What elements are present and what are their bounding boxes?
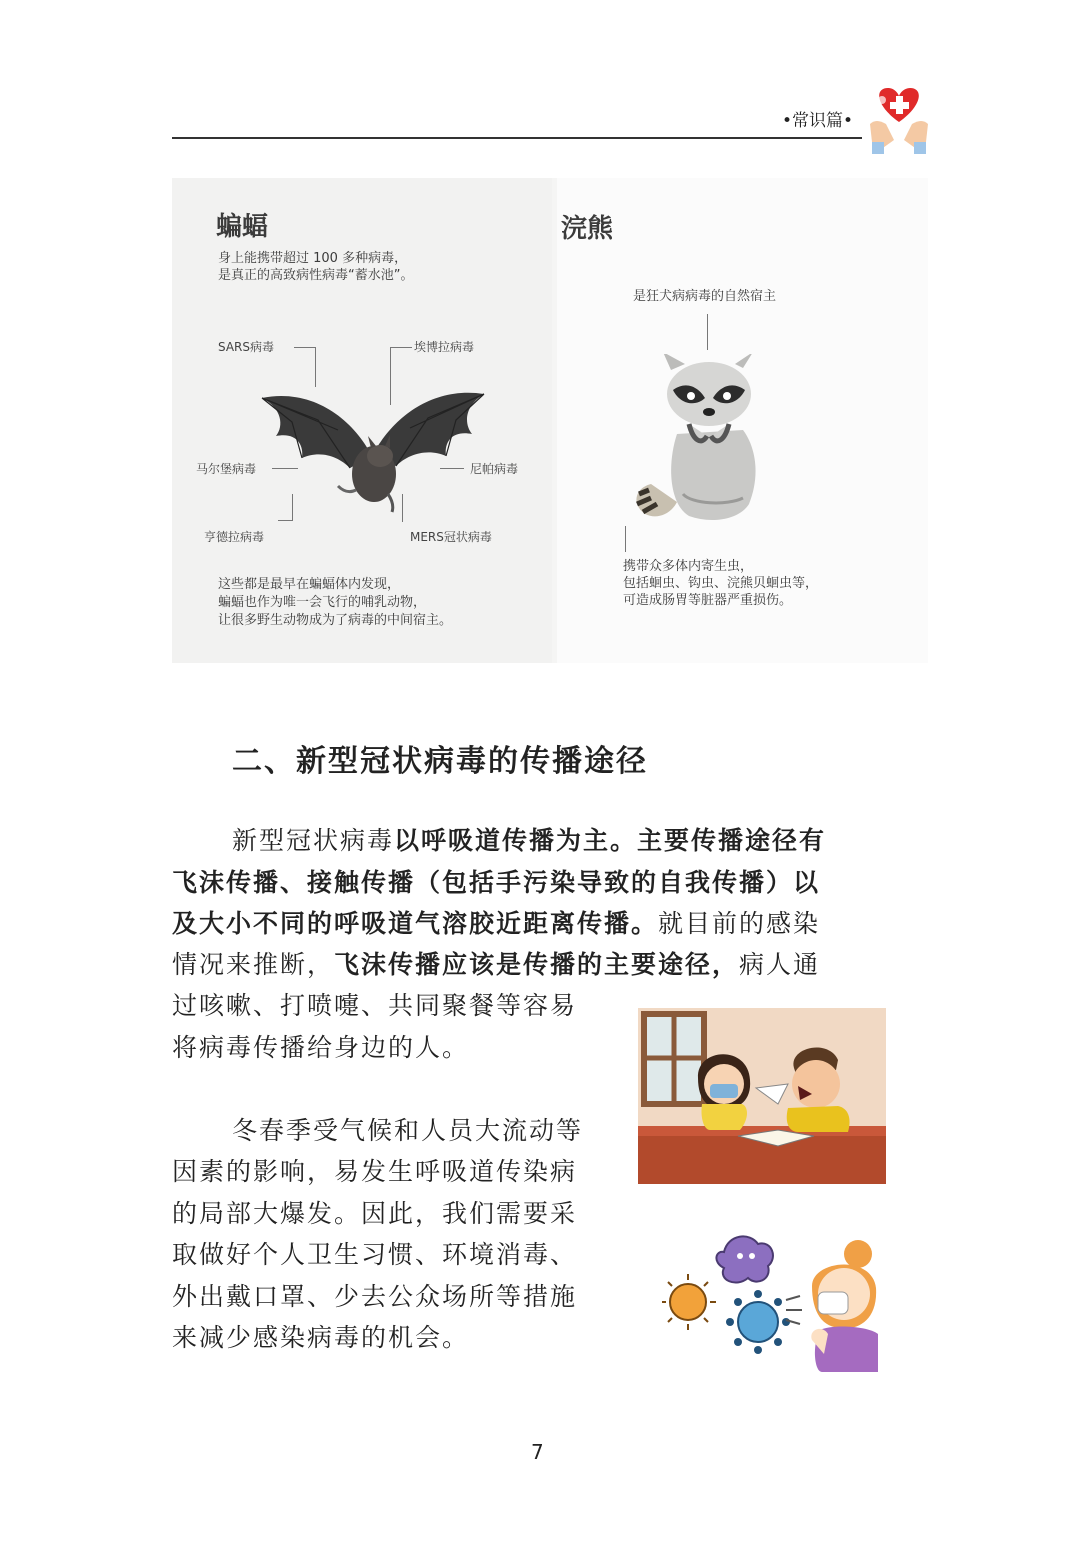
para2-line2: 因素的影响，易发生呼吸道传染病 bbox=[172, 1157, 578, 1186]
raccoon-foot-line1: 携带众多体内寄生虫， bbox=[623, 559, 754, 574]
para1-line4: 情况来推断，飞沫传播应该是传播的主要途径，病人通 bbox=[172, 950, 821, 979]
bat-foot-line3: 让很多野生动物成为了病毒的中间宿主。 bbox=[218, 613, 453, 628]
bat-desc-line2: 是真正的高致病性病毒“蓄水池”。 bbox=[218, 268, 414, 283]
para2-line6: 来减少感染病毒的机会。 bbox=[172, 1323, 470, 1352]
label-ebola: 埃博拉病毒 bbox=[414, 340, 475, 354]
virus-mask-illustration bbox=[662, 1230, 882, 1372]
bat-foot-line2: 蝙蝠也作为唯一会飞行的哺乳动物， bbox=[218, 595, 427, 610]
para1-line5: 过咳嗽、打喷嚏、共同聚餐等容易 bbox=[172, 991, 578, 1020]
para2-line1: 冬春季受气候和人员大流动等 bbox=[232, 1116, 584, 1145]
header-rule bbox=[172, 137, 862, 139]
bat-title: 蝙蝠 bbox=[216, 212, 269, 242]
label-mers: MERS冠状病毒 bbox=[410, 530, 492, 544]
label-nipah: 尼帕病毒 bbox=[470, 462, 519, 476]
raccoon-illustration bbox=[631, 354, 781, 526]
section-tag: •常识篇• bbox=[782, 111, 854, 131]
para1-line2: 飞沫传播、接触传播（包括手污染导致的自我传播）以 bbox=[172, 868, 821, 897]
bat-desc-line1: 身上能携带超过 100 多种病毒， bbox=[218, 251, 408, 266]
heart-hands-logo-icon bbox=[866, 84, 932, 154]
page-number: 7 bbox=[531, 1440, 544, 1464]
section-heading: 二、新型冠状病毒的传播途径 bbox=[232, 744, 648, 779]
raccoon-top-note: 是狂犬病病毒的自然宿主 bbox=[633, 289, 777, 304]
para2-line5: 外出戴口罩、少去公众场所等措施 bbox=[172, 1282, 578, 1311]
bat-illustration bbox=[252, 378, 492, 518]
para2-line4: 取做好个人卫生习惯、环境消毒、 bbox=[172, 1240, 578, 1269]
label-sars: SARS病毒 bbox=[218, 340, 275, 354]
raccoon-title: 浣熊 bbox=[561, 214, 614, 244]
raccoon-panel bbox=[557, 178, 928, 663]
label-marburg: 马尔堡病毒 bbox=[196, 462, 257, 476]
para1-line3: 及大小不同的呼吸道气溶胶近距离传播。就目前的感染 bbox=[172, 909, 821, 938]
bat-panel bbox=[172, 178, 552, 663]
raccoon-foot-line2: 包括蛔虫、钩虫、浣熊贝蛔虫等， bbox=[623, 576, 819, 591]
raccoon-foot-line3: 可造成肠胃等脏器严重损伤。 bbox=[623, 593, 793, 608]
para2-line3: 的局部大爆发。因此，我们需要采 bbox=[172, 1199, 578, 1228]
animal-infographic bbox=[172, 178, 928, 663]
para1-line6: 将病毒传播给身边的人。 bbox=[172, 1033, 470, 1062]
bat-foot-line1: 这些都是最早在蝙蝠体内发现， bbox=[218, 577, 401, 592]
label-hendra: 亨德拉病毒 bbox=[204, 530, 265, 544]
para1-line1: 新型冠状病毒以呼吸道传播为主。主要传播途径有 bbox=[232, 826, 827, 855]
sneezing-students-illustration bbox=[638, 1008, 886, 1184]
